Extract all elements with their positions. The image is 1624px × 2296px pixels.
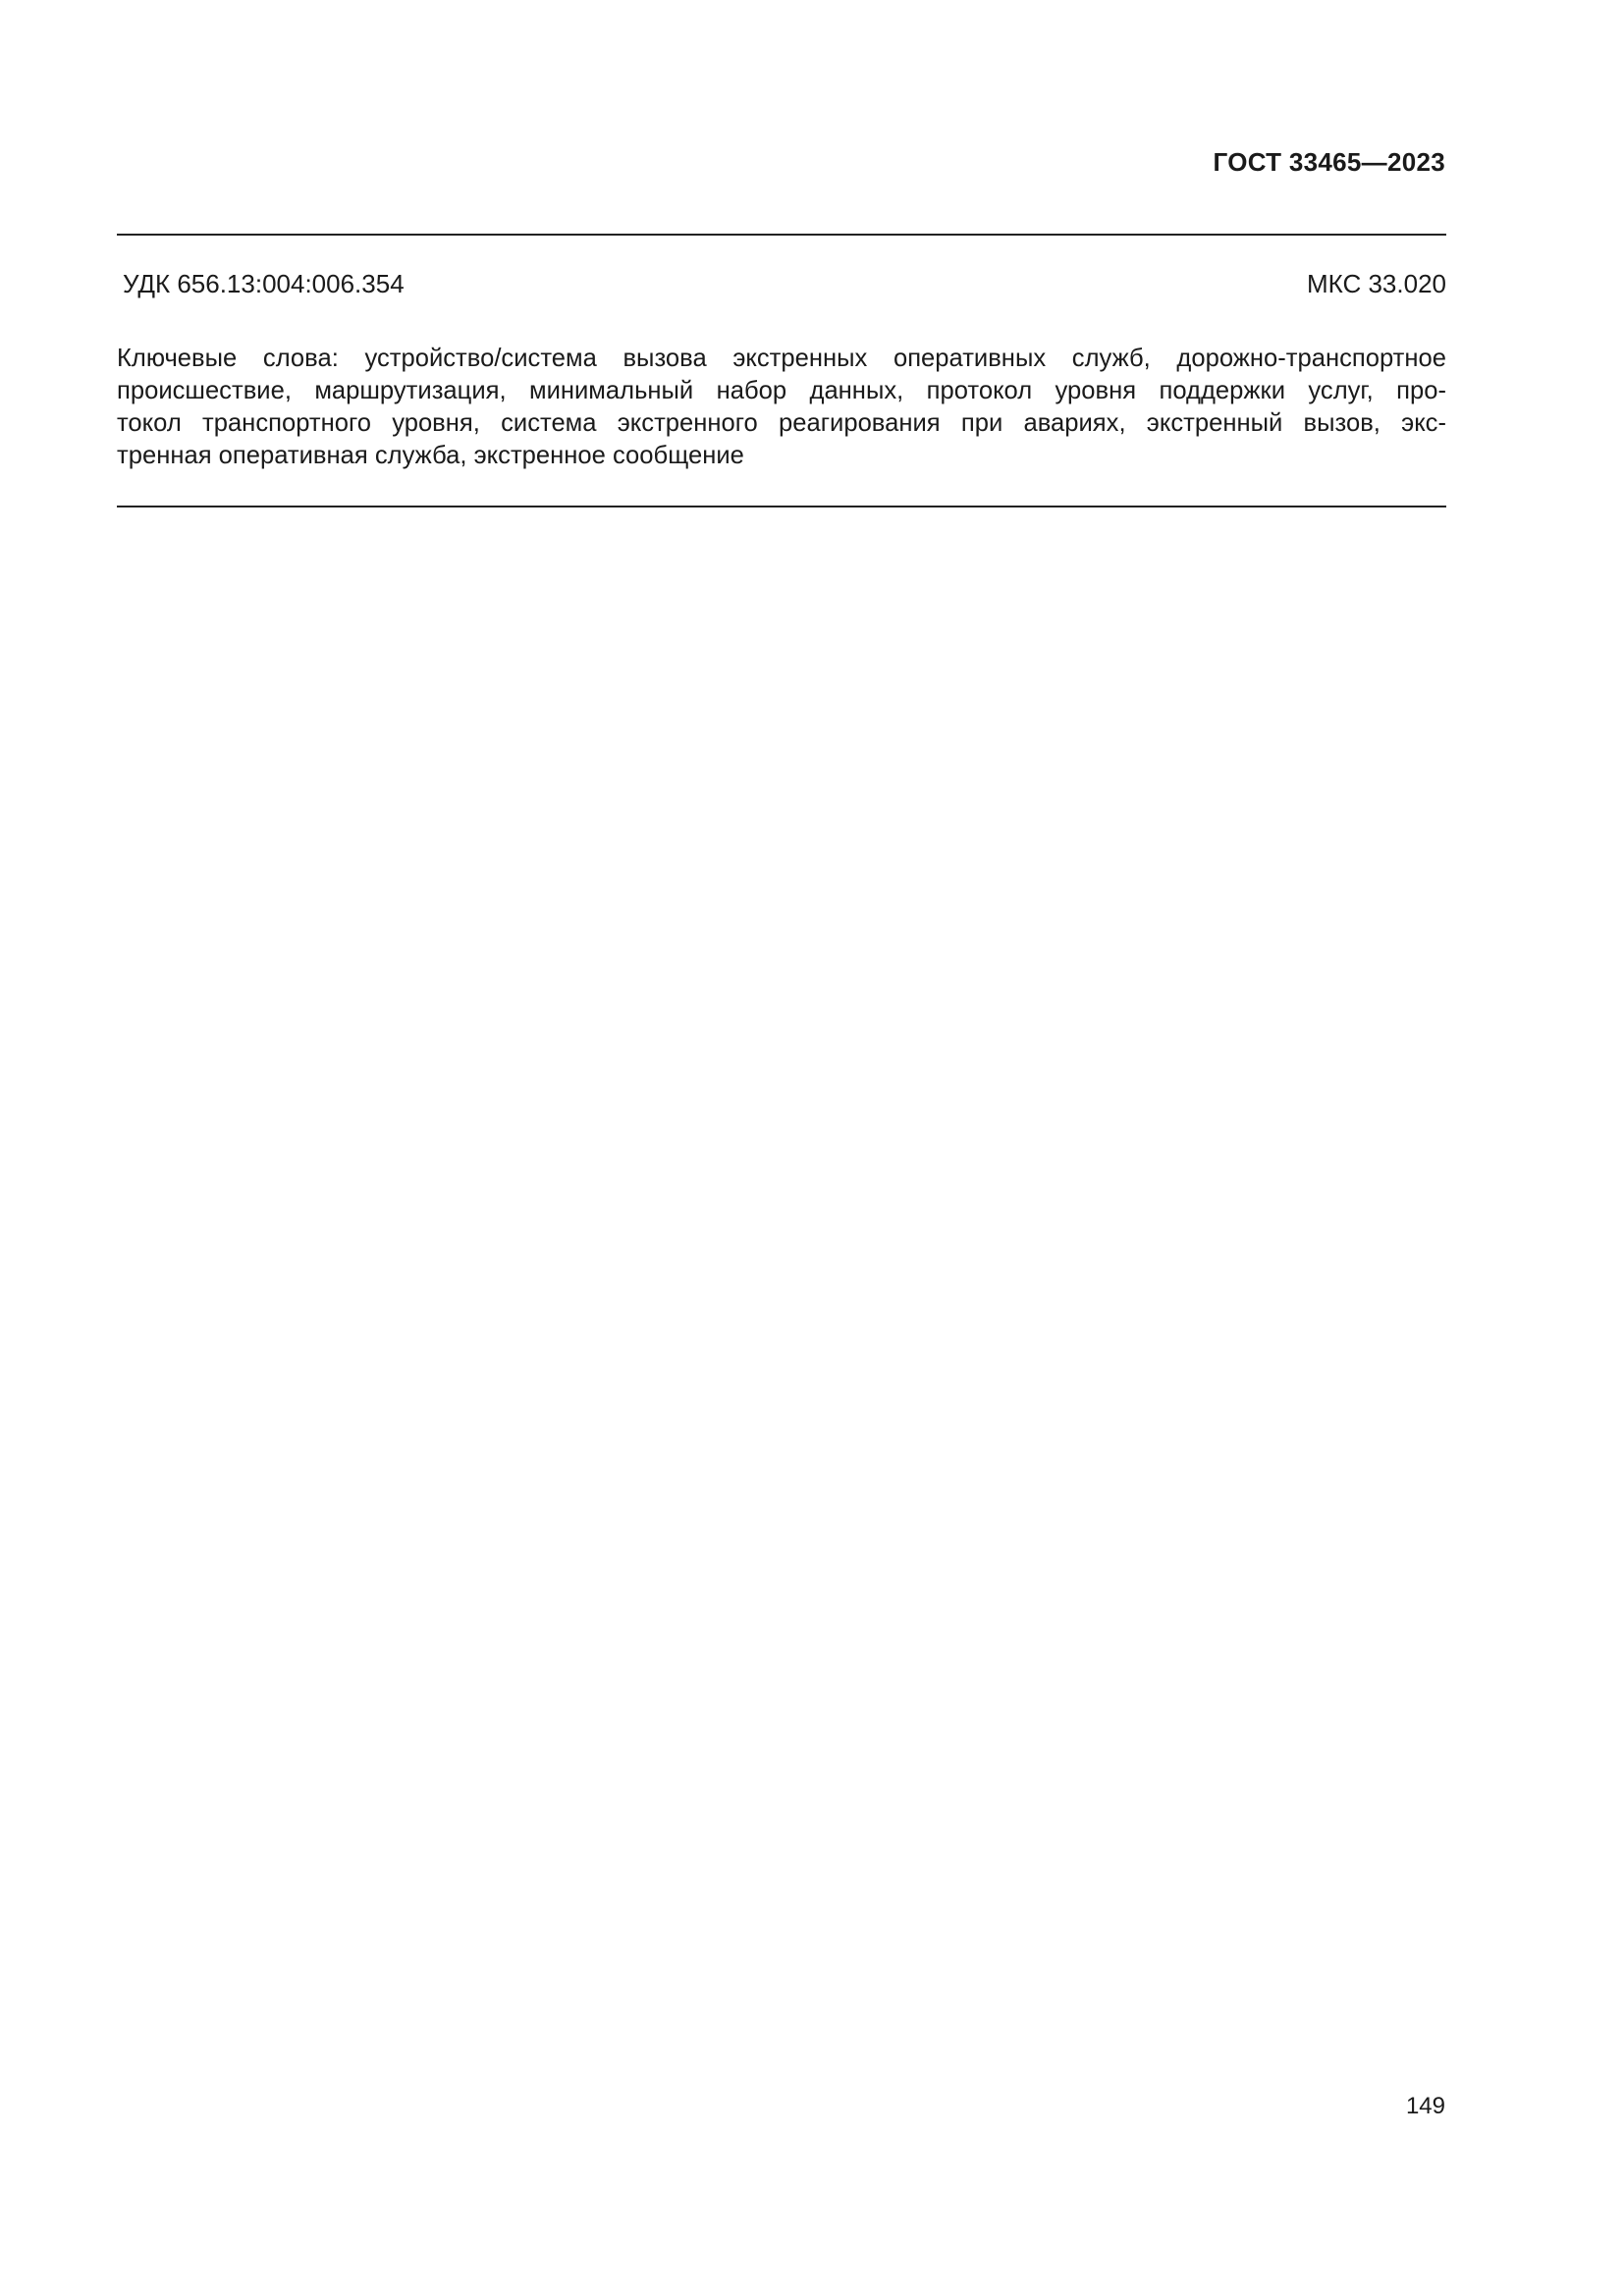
bottom-divider <box>117 506 1446 507</box>
keywords-line: происшествие, маршрутизация, минимальный набор данных, протокол уровня поддержки услуг, про- <box>117 377 1446 404</box>
keywords-line: Ключевые слова: устройство/система вызова экстренных оперативных служб, дорожно-транспортное <box>117 345 1446 372</box>
classification-row <box>123 269 1446 299</box>
standard-id-header: ГОСТ 33465—2023 <box>1213 147 1445 177</box>
top-divider <box>117 234 1446 236</box>
keywords-paragraph <box>117 343 1446 472</box>
keywords-line: тренная оперативная служба, экстренное сообщение <box>117 442 744 469</box>
keywords-line: токол транспортного уровня, система экстренного реагирования при авариях, экстренный вызов, экс- <box>117 409 1446 437</box>
mks-code: МКС 33.020 <box>1306 269 1446 298</box>
udk-code: УДК 656.13:004:006.354 <box>123 269 405 298</box>
page-number: 149 <box>1405 2093 1445 2119</box>
